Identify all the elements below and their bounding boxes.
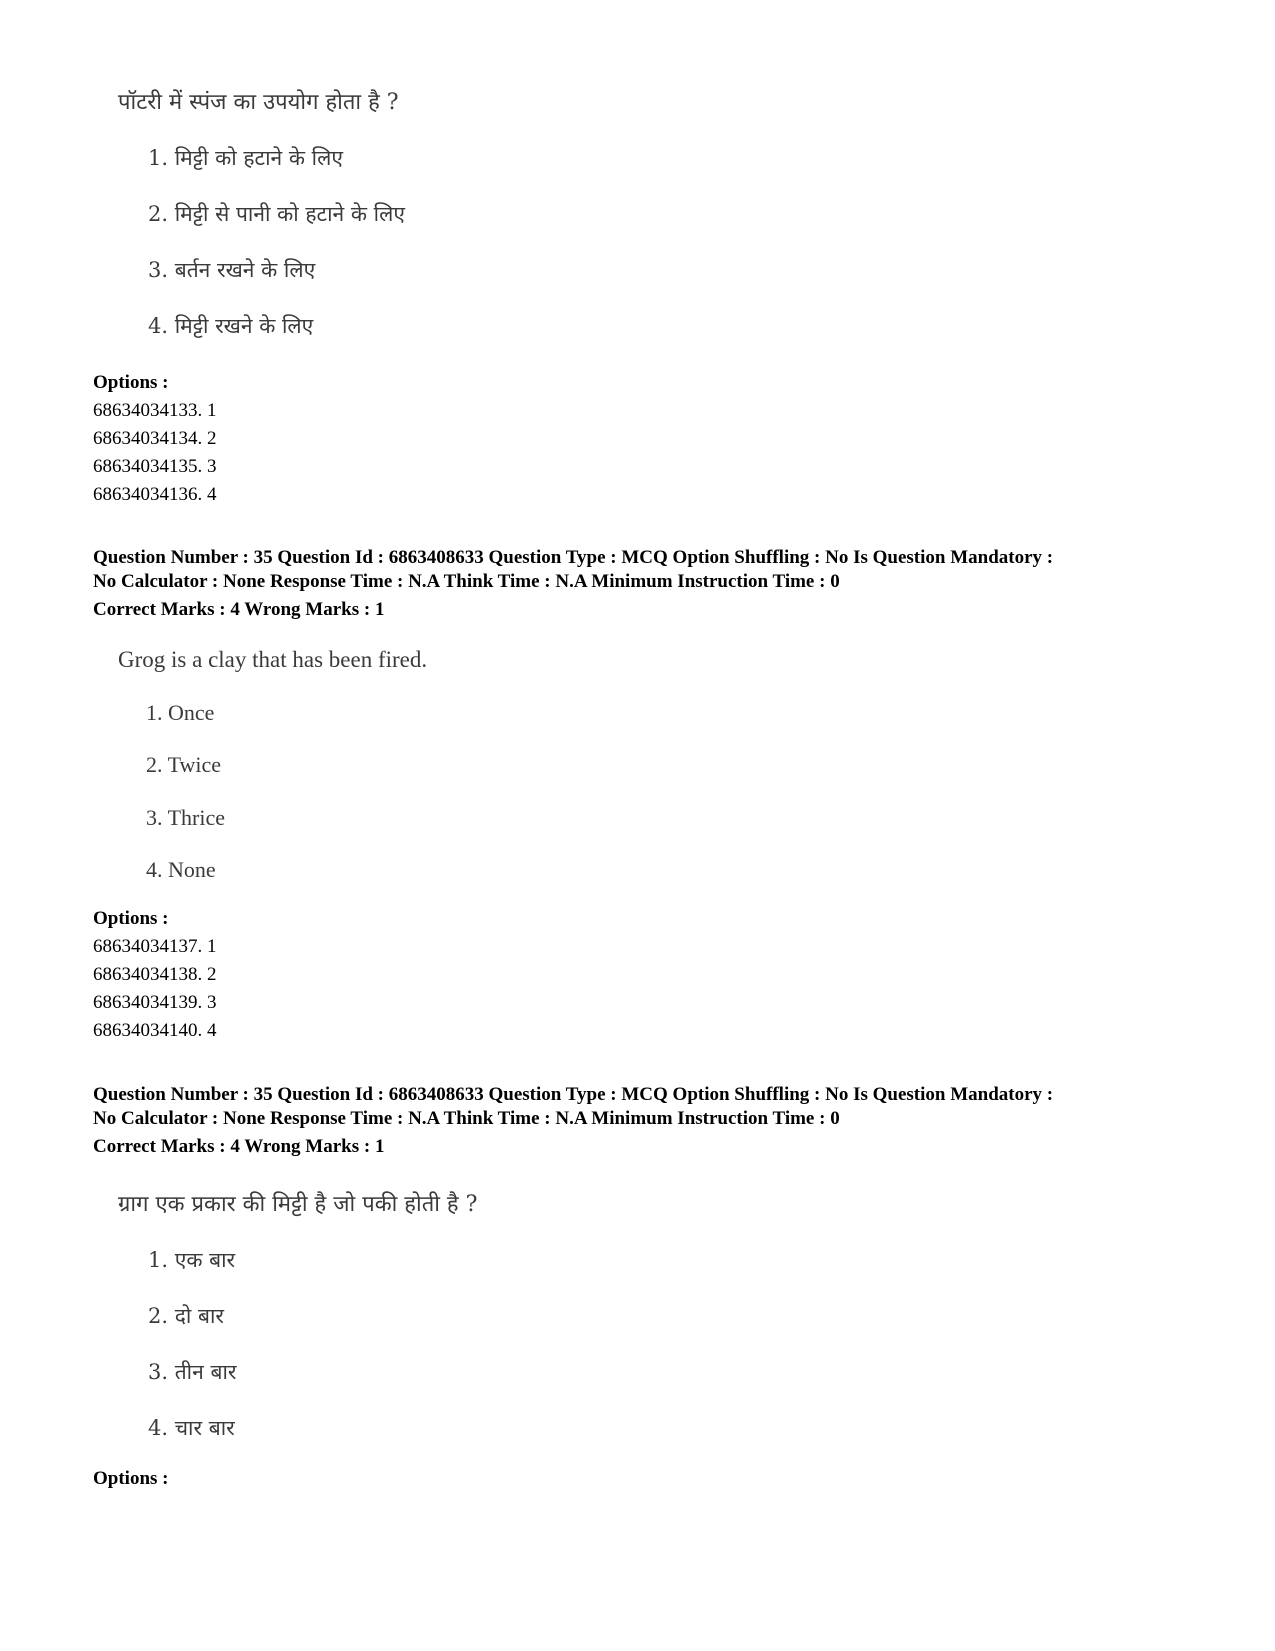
question-2-text: Grog is a clay that has been fired. — [118, 647, 428, 672]
question-1-choice-2: 2. मिट्टी से पानी को हटाने के लिए — [148, 202, 405, 226]
question-meta-line-2: No Calculator : None Response Time : N.A Think Time : N.A Minimum Instruction Time : 0 — [93, 571, 840, 592]
question-1-choice-3: 3. बर्तन रखने के लिए — [148, 258, 316, 282]
question-meta-line-2: No Calculator : None Response Time : N.A Think Time : N.A Minimum Instruction Time : 0 — [93, 1108, 840, 1129]
question-1-choice-1: 1. मिट्टी को हटाने के लिए — [148, 146, 343, 170]
question-3-choice-1: 1. एक बार — [148, 1248, 236, 1272]
option-id-row: 68634034139. 3 — [93, 992, 217, 1013]
question-1-text: पॉटरी में स्पंज का उपयोग होता है ? — [118, 90, 399, 115]
option-id-row: 68634034140. 4 — [93, 1020, 217, 1041]
question-3-choice-4: 4. चार बार — [148, 1416, 235, 1440]
question-2-choice-1: 1. Once — [146, 700, 215, 725]
option-id-row: 68634034137. 1 — [93, 936, 217, 957]
question-meta-line-1: Question Number : 35 Question Id : 6863408633 Question Type : MCQ Option Shuffling : No Is Question Mandatory : — [93, 547, 1054, 568]
question-2-choice-3: 3. Thrice — [146, 805, 226, 830]
marks-line: Correct Marks : 4 Wrong Marks : 1 — [93, 1136, 385, 1157]
marks-line: Correct Marks : 4 Wrong Marks : 1 — [93, 599, 385, 620]
options-label: Options : — [93, 908, 169, 929]
option-id-row: 68634034136. 4 — [93, 484, 217, 505]
question-3-choice-2: 2. दो बार — [148, 1304, 224, 1328]
option-id-row: 68634034135. 3 — [93, 456, 217, 477]
question-3-text: ग्राग एक प्रकार की मिट्टी है जो पकी होती है ? — [118, 1192, 478, 1217]
option-id-row: 68634034134. 2 — [93, 428, 217, 449]
option-id-row: 68634034133. 1 — [93, 400, 217, 421]
options-label: Options : — [93, 372, 169, 393]
question-2-choice-2: 2. Twice — [146, 752, 222, 777]
question-3-choice-3: 3. तीन बार — [148, 1360, 237, 1384]
question-2-choice-4: 4. None — [146, 857, 216, 882]
option-id-row: 68634034138. 2 — [93, 964, 217, 985]
question-1-choice-4: 4. मिट्टी रखने के लिए — [148, 314, 314, 338]
question-meta-line-1: Question Number : 35 Question Id : 6863408633 Question Type : MCQ Option Shuffling : No Is Question Mandatory : — [93, 1084, 1054, 1105]
options-label: Options : — [93, 1468, 169, 1489]
